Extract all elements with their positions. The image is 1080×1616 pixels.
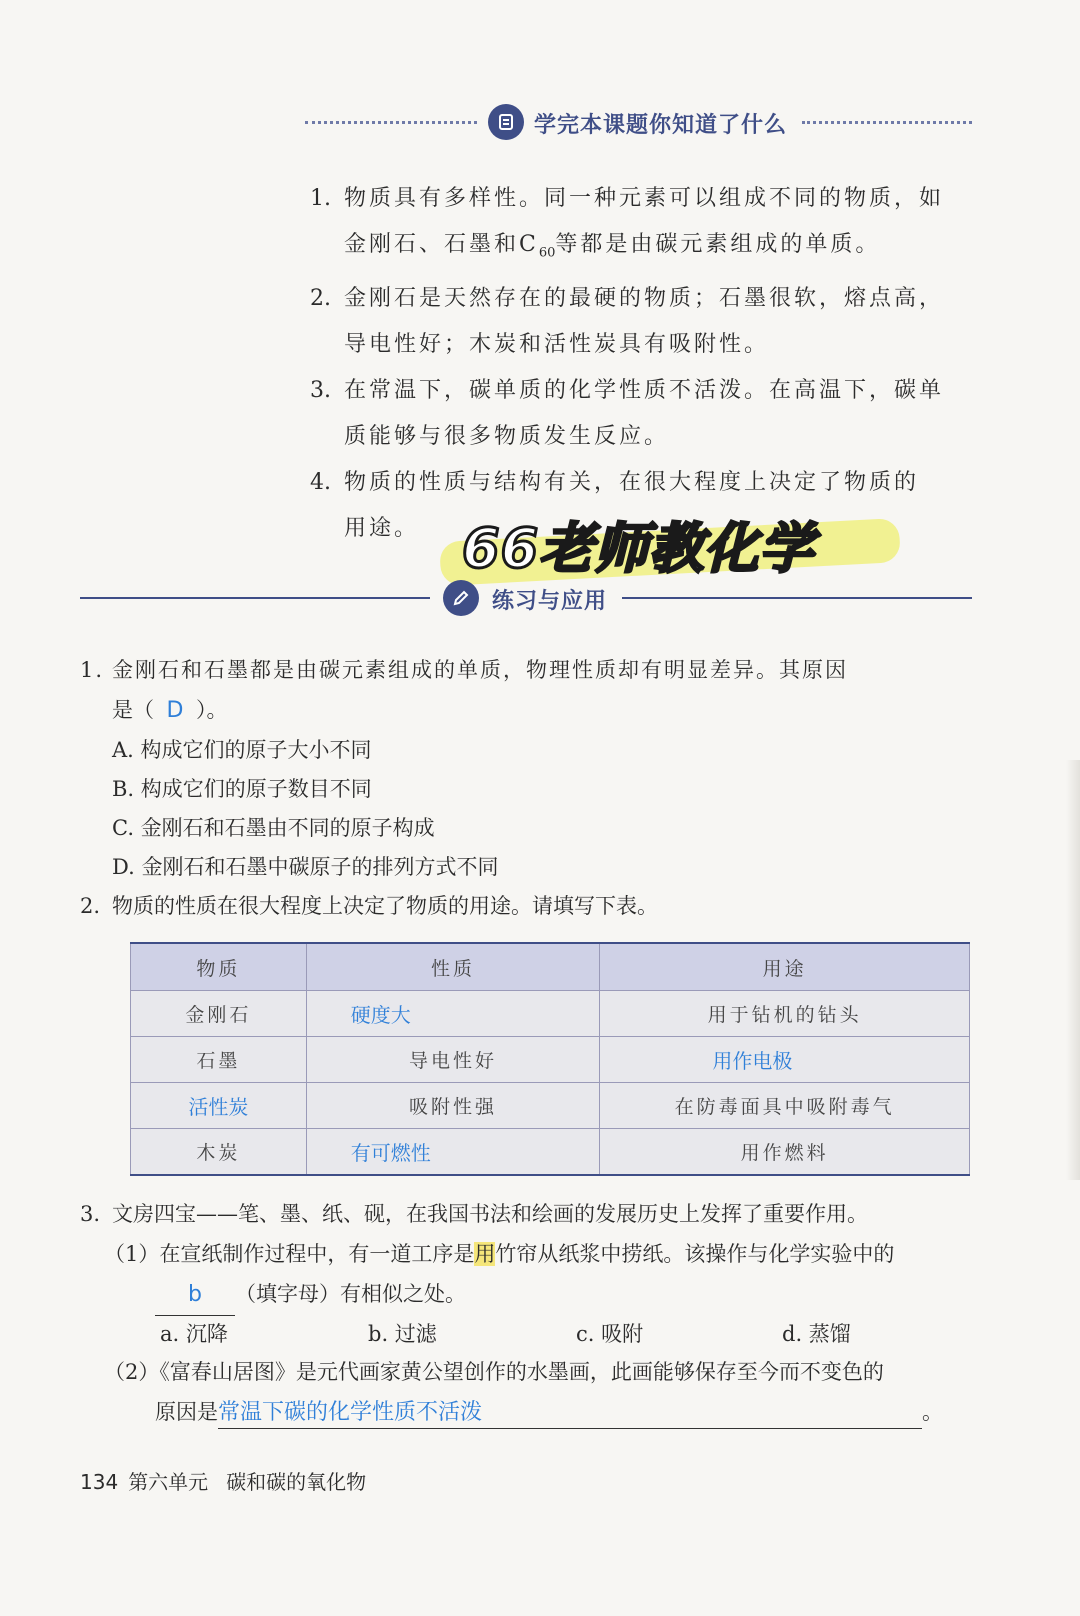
properties-table bbox=[130, 942, 970, 1176]
option-b: B. 构成它们的原子数目不同 bbox=[112, 777, 372, 801]
option-a: A. 构成它们的原子大小不同 bbox=[112, 738, 372, 762]
dotted-divider-right bbox=[802, 121, 972, 124]
table-header-row bbox=[131, 943, 970, 991]
table-row bbox=[131, 1036, 970, 1082]
option-a: a. 沉降 bbox=[160, 1322, 228, 1346]
question-2: 2. 物质的性质在很大程度上决定了物质的用途。请填写下表。 bbox=[80, 894, 658, 918]
table-cell: 导电性好 bbox=[306, 1036, 600, 1082]
answer-cell: 硬度大 bbox=[306, 991, 600, 1037]
option-c: c. 吸附 bbox=[576, 1322, 644, 1346]
section-header-summary bbox=[0, 102, 1080, 142]
table-header: 性质 bbox=[306, 943, 600, 991]
divider-line-left bbox=[80, 597, 430, 599]
question-3-part1: （1）在宣纸制作过程中，有一道工序是用竹帘从纸浆中捞纸。该操作与化学实验中的 bbox=[104, 1242, 895, 1266]
unit-title: 碳和碳的氧化物 bbox=[226, 1470, 367, 1494]
page-edge-shadow bbox=[1066, 760, 1080, 1180]
option-c: C. 金刚石和石墨由不同的原子构成 bbox=[112, 816, 435, 840]
question-3-part1-line2: b （填字母）有相似之处。 bbox=[155, 1274, 466, 1316]
answer-q1: D bbox=[166, 698, 184, 723]
option-b: b. 过滤 bbox=[368, 1322, 437, 1346]
answer-blank-q3-1: b bbox=[155, 1275, 235, 1316]
answer-cell: 用作电极 bbox=[600, 1036, 970, 1082]
summary-item: 3. 在常温下，碳单质的化学性质不活泼。在高温下，碳单 质能够与很多物质发生反应。 bbox=[310, 378, 945, 450]
option-d: d. 蒸馏 bbox=[782, 1322, 851, 1346]
option-d: D. 金刚石和石墨中碳原子的排列方式不同 bbox=[112, 855, 499, 879]
table-cell: 木炭 bbox=[131, 1128, 307, 1175]
section-header-practice bbox=[0, 578, 1080, 618]
page-footer bbox=[80, 1466, 366, 1495]
question-3-part2-line2: 原因是常温下碳的化学性质不活泼 。 bbox=[155, 1392, 943, 1432]
divider-line-right bbox=[622, 597, 972, 599]
table-header: 物质 bbox=[131, 943, 307, 991]
watermark-text: 66老师教化学 bbox=[462, 517, 815, 580]
summary-item: 4. 物质的性质与结构有关，在很大程度上决定了物质的 用途。 bbox=[310, 470, 920, 542]
question-3: 3. 文房四宝——笔、墨、纸、砚，在我国书法和绘画的发展历史上发挥了重要作用。 bbox=[80, 1202, 868, 1226]
page-number: 134 bbox=[80, 1470, 119, 1494]
pencil-icon bbox=[443, 580, 479, 616]
question-1-line2: 是（ D ）。 bbox=[112, 690, 228, 731]
summary-item: 1. 物质具有多样性。同一种元素可以组成不同的物质，如 金刚石、石墨和$C_{60}$等都是由碳元素组成的单质。 bbox=[310, 186, 945, 261]
book-icon bbox=[488, 104, 524, 140]
table-row bbox=[131, 991, 970, 1037]
table-cell: 金刚石 bbox=[131, 991, 307, 1037]
answer-cell: 有可燃性 bbox=[306, 1128, 600, 1175]
watermark bbox=[440, 506, 910, 586]
table-cell: 用作燃料 bbox=[600, 1128, 970, 1175]
unit-label: 第六单元 bbox=[128, 1470, 209, 1494]
summary-item: 2. 金刚石是天然存在的最硬的物质；石墨很软，熔点高， 导电性好；木炭和活性炭具有吸附性。 bbox=[310, 286, 945, 358]
question-3-part2: （2）《富春山居图》是元代画家黄公望创作的水墨画，此画能够保存至今而不变色的 bbox=[104, 1360, 884, 1384]
table-row bbox=[131, 1082, 970, 1128]
answer-blank-q3-2: 常温下碳的化学性质不活泼 bbox=[218, 1398, 922, 1429]
table-cell: 用于钻机的钻头 bbox=[600, 991, 970, 1037]
section-title-practice: 练习与应用 bbox=[492, 589, 608, 614]
table-cell: 在防毒面具中吸附毒气 bbox=[600, 1082, 970, 1128]
table-cell: 吸附性强 bbox=[306, 1082, 600, 1128]
dotted-divider-left bbox=[305, 121, 477, 124]
table-row bbox=[131, 1128, 970, 1175]
section-title-summary: 学完本课题你知道了什么 bbox=[534, 113, 788, 138]
summary-list bbox=[310, 176, 1010, 552]
table-header: 用途 bbox=[600, 943, 970, 991]
question-1: 1. 金刚石和石墨都是由碳元素组成的单质，物理性质却有明显差异。其原因 bbox=[80, 658, 848, 682]
answer-cell: 活性炭 bbox=[131, 1082, 307, 1128]
table-cell: 石墨 bbox=[131, 1036, 307, 1082]
